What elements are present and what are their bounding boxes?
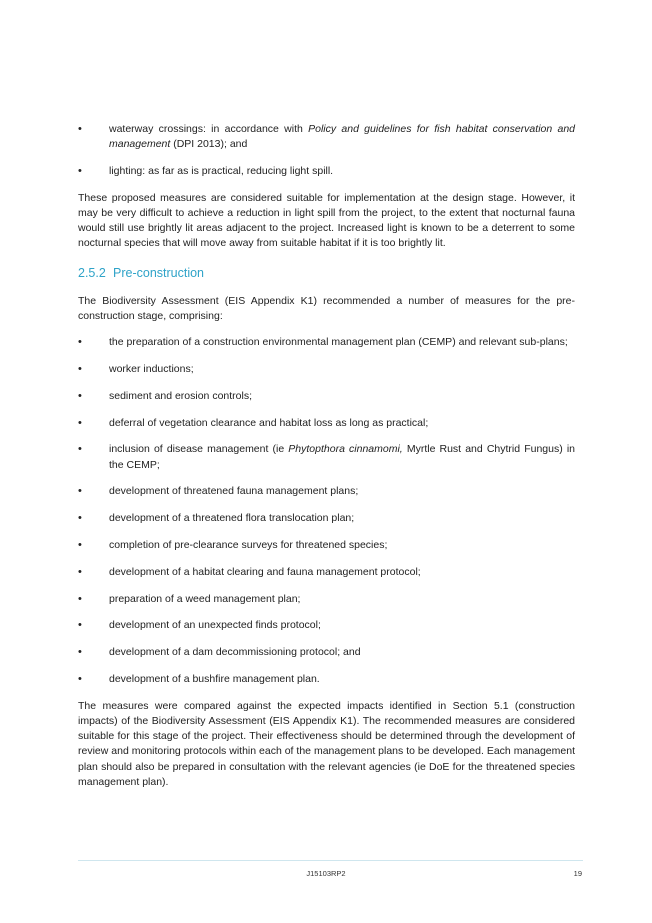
bullet-text: development of a habitat clearing and fauna management protocol; (109, 565, 421, 578)
bullet-text: (DPI 2013); and (170, 138, 248, 151)
bullet-item (78, 362, 575, 377)
bullet-icon: • (78, 416, 82, 429)
bullet-icon: • (78, 336, 82, 349)
bullet-text: development of a bushfire management plan. (109, 672, 320, 685)
bullet-text: development of a dam decommissioning protocol; and (109, 646, 361, 659)
bullet-text: waterway crossings: in accordance with (109, 123, 309, 135)
footer-rule (78, 860, 583, 861)
italic-text: Phytopthora cinnamomi, (288, 443, 403, 456)
bullet-icon: • (78, 565, 82, 578)
footer-page-number: 19 (573, 869, 582, 878)
section-heading (78, 266, 575, 281)
bullet-item (78, 335, 575, 350)
bullet-icon: • (78, 389, 82, 402)
bullet-text: Myrtle Rust and Chytrid Fungus) in the CEMP; (109, 443, 575, 471)
bullet-item (78, 122, 575, 152)
bullet-text: lighting: as far as is practical, reducing light spill. (109, 165, 334, 177)
bullet-text: completion of pre-clearance surveys for threatened species; (109, 539, 388, 551)
bullet-item (78, 645, 575, 660)
bullet-text: deferral of vegetation clearance and habitat loss as long as practical; (109, 416, 429, 429)
bullet-icon: • (78, 646, 82, 659)
bullet-icon: • (78, 539, 82, 551)
bullet-text: the preparation of a construction environmental management plan (CEMP) and relevant sub-plans; (109, 336, 568, 349)
bullet-icon: • (78, 512, 82, 525)
bullet-item (78, 565, 575, 580)
bullet-text: inclusion of disease management (ie (109, 443, 289, 456)
measures-list (78, 335, 575, 687)
bullet-item (78, 511, 575, 526)
section-title: Pre-construction (113, 265, 205, 280)
bullet-text: development of a threatened flora translocation plan; (109, 512, 355, 525)
bullet-text: worker inductions; (109, 363, 194, 376)
bullet-text: sediment and erosion controls; (109, 389, 252, 402)
bullet-icon: • (78, 363, 82, 376)
paragraph-light-spill: These proposed measures are considered suitable for implementation at the design stage. However, it may be very difficult to achieve a reduction in light spill from the project, to the extent that nocturnal fauna would still use brightly lit areas adjacent to the project. Increased light is known to be a deterrent to some nocturnal species that will move away from suitable habitat if it is too brightly lit. (78, 191, 575, 250)
top-bullet-list (78, 122, 575, 179)
bullet-item (78, 442, 575, 472)
footer-doc-code: J15103RP2 (306, 869, 346, 878)
bullet-item (78, 164, 575, 179)
bullet-icon: • (78, 592, 82, 605)
bullet-icon: • (78, 485, 82, 498)
bullet-item (78, 416, 575, 431)
page-content (78, 122, 575, 801)
bullet-item (78, 484, 575, 499)
bullet-icon: • (78, 123, 82, 135)
bullet-icon: • (78, 165, 82, 177)
bullet-icon: • (78, 672, 82, 685)
bullet-text: development of an unexpected finds protocol; (109, 619, 321, 632)
paragraph-intro: The Biodiversity Assessment (EIS Appendix K1) recommended a number of measures for the pre-construction stage, comprising: (78, 294, 575, 323)
bullet-icon: • (78, 443, 82, 456)
section-number: 2.5.2 (78, 265, 106, 280)
bullet-item (78, 592, 575, 607)
italic-text: Policy and guidelines for fish habitat conservation and management (109, 123, 575, 151)
bullet-text: preparation of a weed management plan; (109, 592, 301, 605)
bullet-item (78, 538, 575, 553)
paragraph-conclusion: The measures were compared against the expected impacts identified in Section 5.1 (construction impacts) of the Biodiversity Assessment (EIS Appendix K1). The recommended measures are considered suitable for this stage of the project. Their effectiveness should be determined through the development of review and monitoring protocols within each of the management plans to be developed. Each management plan should also be prepared in consultation with the relevant agencies (ie DoE for the threatened species management plan). (78, 699, 575, 788)
bullet-icon: • (78, 619, 82, 632)
bullet-item (78, 618, 575, 633)
bullet-text: development of threatened fauna management plans; (109, 485, 359, 498)
bullet-item (78, 389, 575, 404)
bullet-item (78, 672, 575, 687)
